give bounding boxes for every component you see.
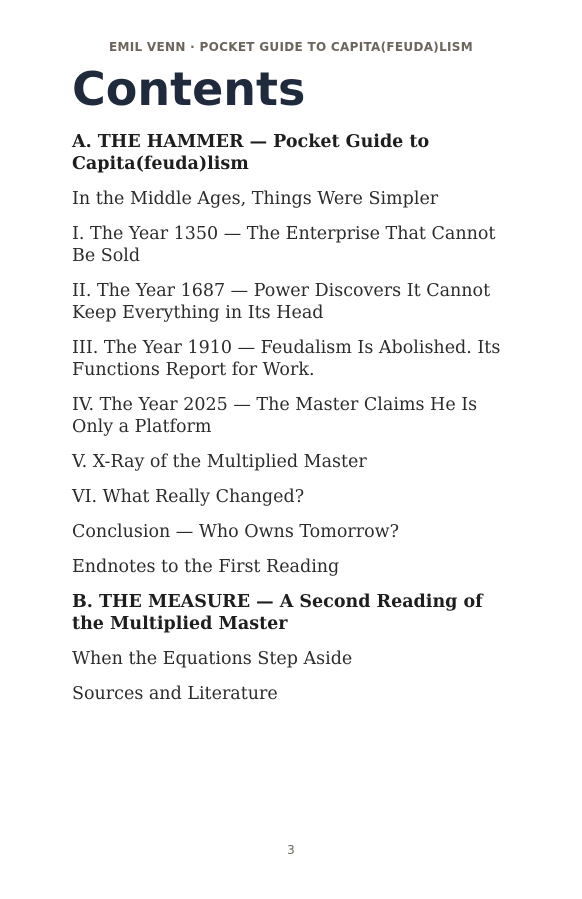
toc-part-b[interactable]: B. THE MEASURE — A Second Reading of the Multiplied Master (72, 592, 483, 634)
toc-entry-chapter-5[interactable]: V. X-Ray of the Multiplied Master (72, 452, 367, 472)
page-number: 3 (287, 843, 295, 857)
table-of-contents (72, 131, 517, 718)
toc-entry-endnotes[interactable]: Endnotes to the First Reading (72, 557, 340, 577)
toc-entry-chapter-1[interactable]: I. The Year 1350 — The Enterprise That Cannot Be Sold (72, 224, 496, 266)
running-header: EMIL VENN · POCKET GUIDE TO CAPITA(FEUDA)LISM (109, 40, 473, 54)
toc-entry-conclusion[interactable]: Conclusion — Who Owns Tomorrow? (72, 522, 399, 542)
page-title: Contents (72, 62, 306, 116)
toc-entry-chapter-3[interactable]: III. The Year 1910 — Feudalism Is Abolished. Its Functions Report for Work. (72, 338, 501, 380)
toc-entry-chapter-4[interactable]: IV. The Year 2025 — The Master Claims He Is Only a Platform (72, 395, 478, 437)
toc-entry-middle-ages[interactable]: In the Middle Ages, Things Were Simpler (72, 189, 439, 209)
toc-entry-equations[interactable]: When the Equations Step Aside (72, 649, 353, 669)
toc-entry-chapter-2[interactable]: II. The Year 1687 — Power Discovers It Cannot Keep Everything in Its Head (72, 281, 491, 323)
toc-part-a[interactable]: A. THE HAMMER — Pocket Guide to Capita(feuda)lism (72, 132, 430, 174)
toc-entry-sources[interactable]: Sources and Literature (72, 684, 278, 704)
toc-entry-chapter-6[interactable]: VI. What Really Changed? (72, 487, 305, 507)
